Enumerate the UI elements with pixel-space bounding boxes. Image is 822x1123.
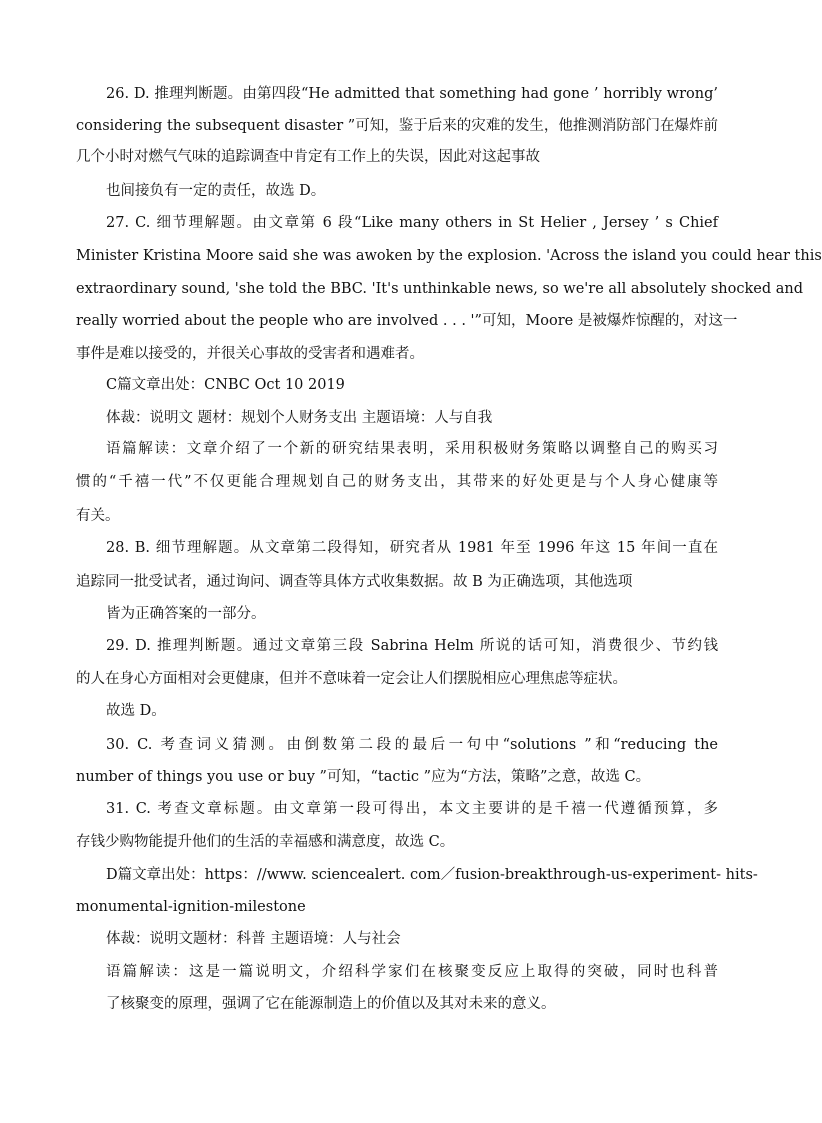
text-line: 的人在身心方面相对会更健康，但并不意味着一定会让人们摆脱相应心理焦虑等症状。: [76, 671, 627, 687]
text-line: 26. D. 推理判断题。由第四段“He admitted that something had gone ’ horribly wrong’: [106, 86, 718, 102]
text-line: extraordinary sound, 'she told the BBC. 'It's unthinkable news, so we're all absolutely shocked and: [76, 281, 803, 297]
text-line: 体裁：说明文题材：科普 主题语境：人与社会: [106, 931, 401, 947]
text-line: monumental-ignition-milestone: [76, 899, 306, 915]
text-line: 语篇解读：这是一篇说明文，介绍科学家们在核聚变反应上取得的突破，同时也科普: [106, 964, 718, 980]
text-line: 27. C. 细节理解题。由文章第 6 段“Like many others in St Helier , Jersey ’ s Chief: [106, 215, 718, 231]
text-line: 28. B. 细节理解题。从文章第二段得知，研究者从 1981 年至 1996 年这 15 年间一直在: [106, 540, 718, 556]
text-line: 29. D. 推理判断题。通过文章第三段 Sabrina Helm 所说的话可知，消费很少、节约钱: [106, 638, 718, 654]
text-line: C篇文章出处：CNBC Oct 10 2019: [106, 377, 345, 393]
text-line: 30. C. 考查词义猜测。由倒数第二段的最后一句中“solutions ”和“reducing the: [106, 737, 718, 753]
text-line: 语篇解读：文章介绍了一个新的研究结果表明，采用积极财务策略以调整自己的购买习: [106, 441, 718, 457]
text-line: 几个小时对燃气气味的追踪调查中肯定有工作上的失误，因此对这起事故: [76, 149, 540, 165]
text-line: 了核聚变的原理，强调了它在能源制造上的价值以及其对未来的意义。: [106, 996, 556, 1012]
text-line: Minister Kristina Moore said she was awoken by the explosion. 'Across the island you could hear this: [76, 248, 822, 264]
text-line: 31. C. 考查文章标题。由文章第一段可得出，本文主要讲的是千禧一代遵循预算，多: [106, 801, 718, 817]
text-line: 追踪同一批受试者，通过询问、调查等具体方式收集数据。故 B 为正确选项，其他选项: [76, 574, 633, 590]
text-line: 体裁：说明文 题材：规划个人财务支出 主题语境：人与自我: [106, 410, 493, 426]
text-line: 事件是难以接受的，并很关心事故的受害者和遇难者。: [76, 346, 424, 362]
text-line: 故选 D。: [106, 703, 166, 719]
text-line: 有关。: [76, 508, 120, 524]
text-line: 也间接负有一定的责任，故选 D。: [106, 183, 326, 199]
text-line: 惯的“千禧一代”不仅更能合理规划自己的财务支出，其带来的好处更是与个人身心健康等: [76, 474, 718, 490]
text-line: considering the subsequent disaster ”可知，鉴于后来的灾难的发生，他推测消防部门在爆炸前: [76, 118, 718, 134]
text-line: number of things you use or buy ”可知，“tactic ”应为“方法，策略”之意，故选 C。: [76, 769, 651, 785]
text-line: 存钱少购物能提升他们的生活的幸福感和满意度，故选 C。: [76, 834, 455, 850]
text-line: really worried about the people who are involved . . . '”可知，Moore 是被爆炸惊醒的，对这一: [76, 313, 738, 329]
text-line: D篇文章出处：https：//www. sciencealert. com／fusion-breakthrough-us-experiment- hits-: [106, 867, 758, 883]
text-line: 皆为正确答案的一部分。: [106, 606, 266, 622]
